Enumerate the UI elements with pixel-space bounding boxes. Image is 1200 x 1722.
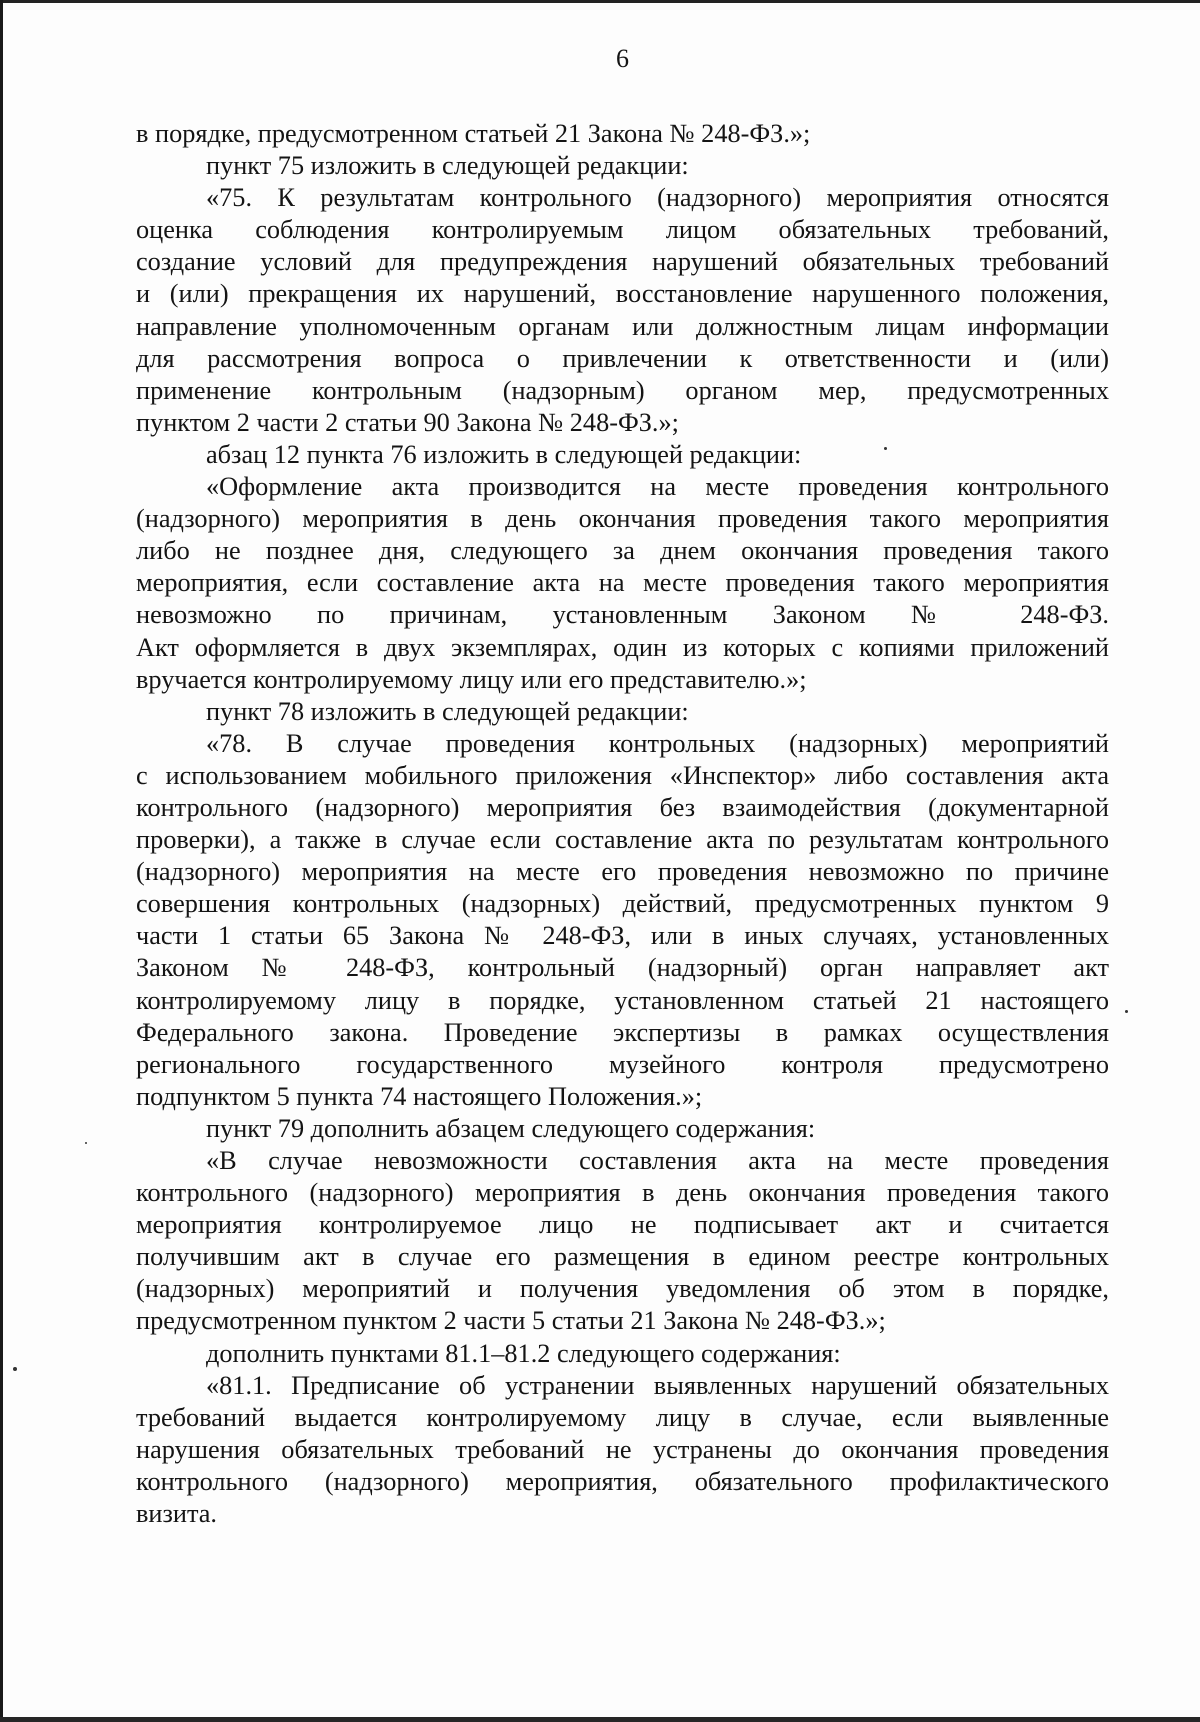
page-number: 6 bbox=[616, 44, 629, 73]
text-line: Федерального закона. Проведение экспертизы в рамках осуществления bbox=[136, 1017, 1109, 1047]
text-line: нарушения обязательных требований не устранены до окончания проведения bbox=[136, 1434, 1109, 1464]
text-line: контрольного (надзорного) мероприятия без взаимодействия (документарной bbox=[136, 792, 1109, 822]
text-line: либо не позднее дня, следующего за днем окончания проведения такого bbox=[136, 536, 1109, 566]
text-line: (надзорных) мероприятий и получения уведомления об этом в порядке, bbox=[136, 1274, 1109, 1304]
text-line: регионального государственного музейного контроля предусмотрено bbox=[136, 1049, 1109, 1079]
scan-speck bbox=[1125, 1010, 1128, 1013]
scan-speck bbox=[884, 447, 887, 450]
text-line: Акт оформляется в двух экземплярах, один из которых с копиями приложений bbox=[136, 632, 1109, 662]
text-line: пункт 78 изложить в следующей редакции: bbox=[206, 696, 689, 726]
text-line: (надзорного) мероприятия в день окончания проведения такого мероприятия bbox=[136, 504, 1109, 534]
text-line: контрольного (надзорного) мероприятия в день окончания проведения такого bbox=[136, 1178, 1109, 1208]
text-line: контрольного (надзорного) мероприятия, обязательного профилактического bbox=[136, 1466, 1109, 1496]
text-line: невозможно по причинам, установленным Законом № 248-ФЗ. bbox=[136, 600, 1109, 630]
text-line: предусмотренном пунктом 2 части 5 статьи 21 Закона № 248-ФЗ.»; bbox=[136, 1306, 886, 1336]
scan-edge-bottom bbox=[0, 1717, 1200, 1722]
text-line: контролируемому лицу в порядке, установленном статьей 21 настоящего bbox=[136, 985, 1109, 1015]
scan-edge-top bbox=[0, 0, 1200, 3]
text-line: требований выдается контролируемому лицу в случае, если выявленные bbox=[136, 1402, 1109, 1432]
text-line: для рассмотрения вопроса о привлечении к ответственности и (или) bbox=[136, 343, 1109, 373]
text-line: проверки), а также в случае если составление акта по результатам контрольного bbox=[136, 825, 1109, 855]
text-line: «Оформление акта производится на месте проведения контрольного bbox=[206, 472, 1109, 502]
text-line: (надзорного) мероприятия на месте его проведения невозможно по причине bbox=[136, 857, 1109, 887]
text-line: визита. bbox=[136, 1499, 218, 1529]
text-line: в порядке, предусмотренном статьей 21 Закона № 248-ФЗ.»; bbox=[136, 119, 811, 148]
text-line: применение контрольным (надзорным) органом мер, предусмотренных bbox=[136, 375, 1109, 405]
text-line: пункт 75 изложить в следующей редакции: bbox=[206, 151, 689, 181]
text-line: Законом № 248-ФЗ, контрольный (надзорный) орган направляет акт bbox=[136, 953, 1109, 983]
text-line: мероприятия, если составление акта на месте проведения такого мероприятия bbox=[136, 568, 1109, 598]
text-line: получившим акт в случае его размещения в едином реестре контрольных bbox=[136, 1242, 1109, 1272]
text-line: вручается контролируемому лицу или его представителю.»; bbox=[136, 664, 807, 694]
text-line: совершения контрольных (надзорных) действий, предусмотренных пунктом 9 bbox=[136, 889, 1109, 919]
scan-edge-left bbox=[0, 0, 3, 1722]
text-line: пункт 79 дополнить абзацем следующего содержания: bbox=[206, 1113, 816, 1143]
text-line: части 1 статьи 65 Закона № 248-ФЗ, или в иных случаях, установленных bbox=[136, 921, 1109, 951]
text-line: оценка соблюдения контролируемым лицом обязательных требований, bbox=[136, 215, 1109, 245]
scan-speck bbox=[85, 1142, 87, 1144]
document-body bbox=[136, 118, 1109, 1530]
text-line: и (или) прекращения их нарушений, восстановление нарушенного положения, bbox=[136, 279, 1109, 309]
text-line: создание условий для предупреждения нарушений обязательных требований bbox=[136, 247, 1109, 277]
text-line: дополнить пунктами 81.1–81.2 следующего содержания: bbox=[206, 1338, 841, 1368]
text-line: «81.1. Предписание об устранении выявленных нарушений обязательных bbox=[206, 1370, 1109, 1400]
text-line: абзац 12 пункта 76 изложить в следующей редакции: bbox=[206, 439, 802, 469]
text-line: подпунктом 5 пункта 74 настоящего Положения.»; bbox=[136, 1081, 703, 1111]
text-line: мероприятия контролируемое лицо не подписывает акт и считается bbox=[136, 1210, 1109, 1240]
text-line: пунктом 2 части 2 статьи 90 Закона № 248-ФЗ.»; bbox=[136, 407, 679, 437]
text-line: направление уполномоченным органам или должностным лицам информации bbox=[136, 311, 1109, 341]
text-line: «75. К результатам контрольного (надзорного) мероприятия относятся bbox=[206, 183, 1109, 213]
text-line: «78. В случае проведения контрольных (надзорных) мероприятий bbox=[206, 728, 1109, 758]
scan-speck bbox=[13, 1367, 17, 1371]
text-line: «В случае невозможности составления акта на месте проведения bbox=[206, 1146, 1109, 1175]
text-line: с использованием мобильного приложения «Инспектор» либо составления акта bbox=[136, 760, 1109, 790]
